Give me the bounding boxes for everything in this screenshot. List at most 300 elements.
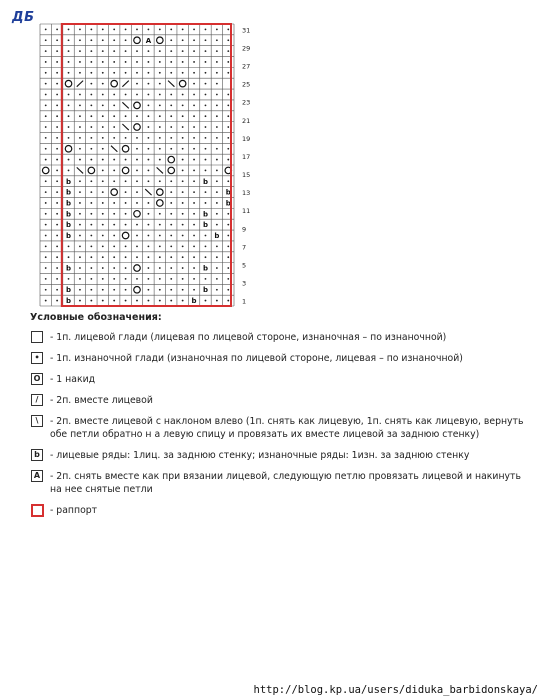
purl-dot xyxy=(148,267,150,269)
legend-text: - 1п. лицевой глади (лицевая по лицевой стороне, изнаночная – по изнаночной) xyxy=(50,332,447,343)
k2tog-mark xyxy=(122,81,128,87)
purl-dot xyxy=(79,39,81,41)
purl-dot xyxy=(113,289,115,291)
purl-dot xyxy=(159,83,161,85)
purl-dot xyxy=(113,29,115,31)
purl-dot xyxy=(102,213,104,215)
twisted-mark: b xyxy=(66,188,72,197)
purl-dot xyxy=(216,256,218,258)
purl-dot xyxy=(125,94,127,96)
purl-dot xyxy=(227,148,229,150)
purl-dot xyxy=(136,50,138,52)
purl-dot xyxy=(170,137,172,139)
purl-dot xyxy=(125,50,127,52)
purl-dot xyxy=(113,72,115,74)
purl-dot xyxy=(193,267,195,269)
purl-dot xyxy=(68,278,70,280)
purl-dot xyxy=(216,61,218,63)
purl-dot xyxy=(136,115,138,117)
purl-dot xyxy=(216,83,218,85)
row-number: 25 xyxy=(242,80,251,89)
purl-dot xyxy=(205,170,207,172)
purl-dot xyxy=(170,191,172,193)
purl-dot xyxy=(193,115,195,117)
purl-dot xyxy=(193,39,195,41)
purl-dot xyxy=(182,191,184,193)
purl-dot xyxy=(90,300,92,302)
twisted-mark: b xyxy=(66,177,72,186)
purl-dot xyxy=(148,180,150,182)
purl-dot xyxy=(125,137,127,139)
yarn-over-mark xyxy=(134,102,141,109)
yarn-over-mark xyxy=(157,200,164,207)
purl-dot xyxy=(90,256,92,258)
purl-dot xyxy=(216,213,218,215)
purl-dot xyxy=(193,126,195,128)
purl-dot xyxy=(148,278,150,280)
purl-dot xyxy=(136,61,138,63)
purl-dot xyxy=(148,245,150,247)
purl-dot xyxy=(227,115,229,117)
purl-dot xyxy=(148,126,150,128)
purl-dot xyxy=(182,278,184,280)
purl-dot xyxy=(170,213,172,215)
purl-dot xyxy=(79,267,81,269)
purl-dot xyxy=(148,50,150,52)
purl-dot xyxy=(113,126,115,128)
purl-dot xyxy=(102,104,104,106)
twisted-mark: b xyxy=(66,264,72,273)
purl-dot xyxy=(79,278,81,280)
purl-dot xyxy=(170,104,172,106)
purl-dot xyxy=(216,300,218,302)
purl-dot xyxy=(170,245,172,247)
purl-dot xyxy=(79,148,81,150)
purl-dot xyxy=(193,72,195,74)
purl-dot xyxy=(182,104,184,106)
purl-dot xyxy=(159,72,161,74)
ssk-mark xyxy=(111,146,117,152)
purl-dot xyxy=(136,148,138,150)
row-number: 27 xyxy=(242,62,251,71)
purl-dot xyxy=(125,289,127,291)
purl-dot xyxy=(182,115,184,117)
purl-dot xyxy=(90,278,92,280)
purl-dot xyxy=(113,180,115,182)
purl-dot xyxy=(136,29,138,31)
purl-dot xyxy=(148,83,150,85)
purl-dot xyxy=(113,159,115,161)
twisted-mark: b xyxy=(202,286,208,295)
purl-dot xyxy=(45,159,47,161)
purl-dot xyxy=(125,267,127,269)
purl-dot xyxy=(216,115,218,117)
purl-dot xyxy=(216,267,218,269)
purl-dot xyxy=(56,83,58,85)
purl-dot xyxy=(148,300,150,302)
purl-dot xyxy=(79,180,81,182)
purl-dot xyxy=(170,50,172,52)
yarn-over-mark xyxy=(134,211,141,218)
purl-dot xyxy=(102,289,104,291)
knit-stitch-icon xyxy=(31,331,43,343)
purl-dot xyxy=(170,278,172,280)
purl-dot xyxy=(68,94,70,96)
purl-dot xyxy=(68,170,70,172)
twisted-mark: b xyxy=(66,232,72,240)
purl-dot xyxy=(227,224,229,226)
purl-dot xyxy=(125,245,127,247)
purl-dot xyxy=(90,213,92,215)
legend-item xyxy=(30,449,530,462)
purl-dot xyxy=(182,29,184,31)
purl-dot xyxy=(56,245,58,247)
purl-dot xyxy=(113,39,115,41)
purl-dot xyxy=(68,50,70,52)
twisted-mark: b xyxy=(66,199,72,208)
purl-dot xyxy=(68,137,70,139)
purl-dot xyxy=(193,29,195,31)
purl-dot xyxy=(90,104,92,106)
purl-dot xyxy=(113,224,115,226)
purl-dot xyxy=(148,256,150,258)
purl-dot xyxy=(102,300,104,302)
purl-dot xyxy=(216,245,218,247)
purl-dot xyxy=(148,148,150,150)
purl-dot xyxy=(68,29,70,31)
purl-dot xyxy=(113,115,115,117)
purl-dot xyxy=(148,104,150,106)
yarn-over-mark xyxy=(157,37,164,44)
purl-dot xyxy=(216,137,218,139)
purl-dot xyxy=(102,148,104,150)
k2tog-mark xyxy=(77,81,83,87)
purl-dot xyxy=(113,235,115,237)
purl-dot xyxy=(125,115,127,117)
purl-dot xyxy=(56,300,58,302)
purl-dot xyxy=(102,50,104,52)
twisted-mark: b xyxy=(214,232,220,240)
purl-dot xyxy=(136,137,138,139)
purl-dot xyxy=(148,224,150,226)
purl-dot xyxy=(102,94,104,96)
legend-text: - 2п. снять вместе как при вязании лицевой, следующую петлю провязать лицевой и накинуть на нее снятые петли xyxy=(50,471,521,495)
purl-dot xyxy=(182,137,184,139)
purl-dot xyxy=(45,148,47,150)
purl-dot xyxy=(216,170,218,172)
purl-dot xyxy=(159,245,161,247)
purl-dot xyxy=(56,256,58,258)
purl-dot xyxy=(182,245,184,247)
purl-dot xyxy=(113,267,115,269)
purl-dot xyxy=(113,94,115,96)
yarn-over-mark xyxy=(134,286,141,293)
legend-item xyxy=(30,470,530,496)
purl-dot xyxy=(45,126,47,128)
purl-dot xyxy=(68,104,70,106)
purl-dot xyxy=(45,39,47,41)
purl-dot xyxy=(79,72,81,74)
purl-dot xyxy=(56,202,58,204)
purl-dot xyxy=(216,202,218,204)
yarn-over-mark xyxy=(88,167,95,174)
twisted-mark: b xyxy=(202,177,208,186)
purl-dot xyxy=(90,245,92,247)
purl-dot xyxy=(56,137,58,139)
purl-dot xyxy=(90,115,92,117)
purl-dot xyxy=(45,202,47,204)
purl-stitch-icon: • xyxy=(31,352,43,364)
purl-dot xyxy=(193,137,195,139)
purl-dot xyxy=(205,83,207,85)
purl-dot xyxy=(159,224,161,226)
purl-dot xyxy=(227,235,229,237)
purl-dot xyxy=(205,202,207,204)
legend-text: - 1п. изнаночной глади (изнаночная по лицевой стороне, лицевая – по изнаночной) xyxy=(50,353,463,364)
purl-dot xyxy=(125,29,127,31)
purl-dot xyxy=(227,137,229,139)
row-number: 17 xyxy=(242,152,251,161)
purl-dot xyxy=(182,267,184,269)
purl-dot xyxy=(56,126,58,128)
row-number: 7 xyxy=(242,243,247,252)
purl-dot xyxy=(227,256,229,258)
purl-dot xyxy=(216,94,218,96)
purl-dot xyxy=(68,61,70,63)
purl-dot xyxy=(216,104,218,106)
purl-dot xyxy=(45,300,47,302)
purl-dot xyxy=(159,267,161,269)
legend-item xyxy=(30,331,530,344)
purl-dot xyxy=(205,72,207,74)
purl-dot xyxy=(159,94,161,96)
purl-dot xyxy=(205,126,207,128)
purl-dot xyxy=(182,72,184,74)
purl-dot xyxy=(125,278,127,280)
purl-dot xyxy=(113,245,115,247)
purl-dot xyxy=(148,72,150,74)
purl-dot xyxy=(79,191,81,193)
purl-dot xyxy=(102,278,104,280)
purl-dot xyxy=(182,148,184,150)
legend-heading: Условные обозначения: xyxy=(30,312,162,323)
purl-dot xyxy=(170,300,172,302)
purl-dot xyxy=(45,72,47,74)
purl-dot xyxy=(56,72,58,74)
purl-dot xyxy=(90,94,92,96)
purl-dot xyxy=(45,224,47,226)
purl-dot xyxy=(125,256,127,258)
purl-dot xyxy=(45,61,47,63)
purl-dot xyxy=(125,159,127,161)
purl-dot xyxy=(56,267,58,269)
purl-dot xyxy=(216,191,218,193)
twisted-stitch-icon: b xyxy=(31,449,43,461)
purl-dot xyxy=(102,61,104,63)
purl-dot xyxy=(113,137,115,139)
purl-dot xyxy=(148,159,150,161)
legend-text: - 2п. вместе лицевой xyxy=(50,395,153,406)
row-number: 3 xyxy=(242,279,247,288)
purl-dot xyxy=(205,137,207,139)
purl-dot xyxy=(227,180,229,182)
purl-dot xyxy=(159,235,161,237)
legend-item xyxy=(30,373,530,386)
purl-dot xyxy=(68,256,70,258)
purl-dot xyxy=(193,50,195,52)
purl-dot xyxy=(182,256,184,258)
row-number: 21 xyxy=(242,116,251,125)
purl-dot xyxy=(56,104,58,106)
purl-dot xyxy=(216,29,218,31)
row-number: 13 xyxy=(242,189,251,198)
purl-dot xyxy=(170,72,172,74)
purl-dot xyxy=(170,256,172,258)
purl-dot xyxy=(148,170,150,172)
purl-dot xyxy=(182,126,184,128)
purl-dot xyxy=(136,180,138,182)
purl-dot xyxy=(90,267,92,269)
purl-dot xyxy=(136,72,138,74)
purl-dot xyxy=(79,159,81,161)
purl-dot xyxy=(102,126,104,128)
purl-dot xyxy=(159,213,161,215)
purl-dot xyxy=(90,180,92,182)
purl-dot xyxy=(90,235,92,237)
purl-dot xyxy=(125,61,127,63)
yarn-over-mark xyxy=(179,80,186,87)
ssk-mark xyxy=(145,189,151,195)
purl-dot xyxy=(159,29,161,31)
purl-dot xyxy=(102,170,104,172)
purl-dot xyxy=(205,300,207,302)
purl-dot xyxy=(102,202,104,204)
purl-dot xyxy=(45,289,47,291)
row-number: 15 xyxy=(242,171,251,180)
purl-dot xyxy=(79,289,81,291)
purl-dot xyxy=(68,245,70,247)
twisted-mark: b xyxy=(191,297,197,306)
purl-dot xyxy=(170,235,172,237)
purl-dot xyxy=(159,278,161,280)
purl-dot xyxy=(170,94,172,96)
purl-dot xyxy=(102,39,104,41)
purl-dot xyxy=(56,289,58,291)
row-number: 11 xyxy=(242,207,251,216)
purl-dot xyxy=(182,202,184,204)
purl-dot xyxy=(136,224,138,226)
purl-dot xyxy=(182,224,184,226)
purl-dot xyxy=(159,289,161,291)
purl-dot xyxy=(79,50,81,52)
purl-dot xyxy=(56,39,58,41)
purl-dot xyxy=(68,159,70,161)
purl-dot xyxy=(56,115,58,117)
purl-dot xyxy=(205,256,207,258)
purl-dot xyxy=(205,191,207,193)
twisted-mark: b xyxy=(225,188,231,197)
purl-dot xyxy=(45,213,47,215)
purl-dot xyxy=(205,39,207,41)
purl-dot xyxy=(79,29,81,31)
purl-dot xyxy=(216,148,218,150)
ssk-mark xyxy=(122,124,128,130)
legend-item xyxy=(30,504,530,517)
purl-dot xyxy=(205,278,207,280)
purl-dot xyxy=(113,213,115,215)
purl-dot xyxy=(102,256,104,258)
purl-dot xyxy=(170,267,172,269)
repeat-box-icon xyxy=(31,504,44,517)
purl-dot xyxy=(193,104,195,106)
purl-dot xyxy=(90,148,92,150)
purl-dot xyxy=(182,39,184,41)
purl-dot xyxy=(125,39,127,41)
purl-dot xyxy=(182,180,184,182)
legend-text: - раппорт xyxy=(50,505,98,516)
purl-dot xyxy=(90,159,92,161)
purl-dot xyxy=(193,245,195,247)
purl-dot xyxy=(45,267,47,269)
purl-dot xyxy=(45,278,47,280)
yarn-over-mark xyxy=(157,189,164,196)
purl-dot xyxy=(56,148,58,150)
sk2p-mark: A xyxy=(145,36,152,45)
purl-dot xyxy=(136,300,138,302)
purl-dot xyxy=(136,245,138,247)
purl-dot xyxy=(90,72,92,74)
purl-dot xyxy=(182,170,184,172)
purl-dot xyxy=(148,115,150,117)
purl-dot xyxy=(79,256,81,258)
purl-dot xyxy=(45,104,47,106)
purl-dot xyxy=(182,289,184,291)
purl-dot xyxy=(136,94,138,96)
purl-dot xyxy=(227,300,229,302)
purl-dot xyxy=(216,224,218,226)
purl-dot xyxy=(227,94,229,96)
purl-dot xyxy=(216,72,218,74)
purl-dot xyxy=(56,278,58,280)
yarn-over-mark xyxy=(122,232,129,239)
purl-dot xyxy=(79,300,81,302)
knitting-chart xyxy=(0,0,544,310)
purl-dot xyxy=(102,137,104,139)
purl-dot xyxy=(113,278,115,280)
purl-dot xyxy=(102,235,104,237)
purl-dot xyxy=(45,191,47,193)
purl-dot xyxy=(205,104,207,106)
purl-dot xyxy=(45,180,47,182)
twisted-mark: b xyxy=(202,210,208,219)
purl-dot xyxy=(56,61,58,63)
purl-dot xyxy=(56,159,58,161)
purl-dot xyxy=(136,83,138,85)
purl-dot xyxy=(193,213,195,215)
purl-dot xyxy=(216,159,218,161)
purl-dot xyxy=(216,39,218,41)
twisted-mark: b xyxy=(202,221,208,230)
purl-dot xyxy=(227,278,229,280)
purl-dot xyxy=(136,191,138,193)
purl-dot xyxy=(227,61,229,63)
purl-dot xyxy=(68,72,70,74)
purl-dot xyxy=(205,94,207,96)
purl-dot xyxy=(45,137,47,139)
purl-dot xyxy=(56,180,58,182)
purl-dot xyxy=(68,126,70,128)
purl-dot xyxy=(205,159,207,161)
